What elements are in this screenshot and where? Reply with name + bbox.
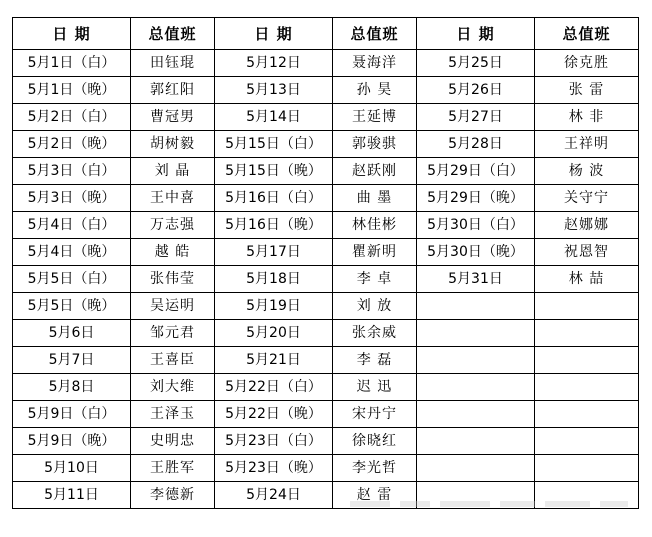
date-cell <box>417 455 535 482</box>
duty-officer-cell: 田钰琨 <box>131 50 215 77</box>
header-row <box>13 18 639 50</box>
duty-officer-cell: 赵娜娜 <box>535 212 639 239</box>
duty-officer-cell: 徐晓红 <box>333 428 417 455</box>
date-cell: 5月25日 <box>417 50 535 77</box>
date-cell: 5月9日（白） <box>13 401 131 428</box>
date-cell: 5月21日 <box>215 347 333 374</box>
duty-officer-cell: 万志强 <box>131 212 215 239</box>
date-cell: 5月5日（晚） <box>13 293 131 320</box>
header-date-1: 日 期 <box>13 18 131 50</box>
duty-officer-cell: 聂海洋 <box>333 50 417 77</box>
duty-officer-cell: 赵跃刚 <box>333 158 417 185</box>
duty-officer-cell: 瞿新明 <box>333 239 417 266</box>
duty-officer-cell: 越 皓 <box>131 239 215 266</box>
duty-officer-cell: 刘大维 <box>131 374 215 401</box>
date-cell: 5月7日 <box>13 347 131 374</box>
date-cell <box>417 347 535 374</box>
table-row <box>13 293 639 320</box>
table-row <box>13 131 639 158</box>
header-duty-3: 总值班 <box>535 18 639 50</box>
date-cell: 5月13日 <box>215 77 333 104</box>
header-date-2: 日 期 <box>215 18 333 50</box>
duty-officer-cell: 王祥明 <box>535 131 639 158</box>
table-row <box>13 347 639 374</box>
date-cell: 5月18日 <box>215 266 333 293</box>
date-cell: 5月9日（晚） <box>13 428 131 455</box>
header-duty-2: 总值班 <box>333 18 417 50</box>
date-cell: 5月30日（晚） <box>417 239 535 266</box>
date-cell <box>417 320 535 347</box>
date-cell: 5月2日（白） <box>13 104 131 131</box>
duty-officer-cell: 杨 波 <box>535 158 639 185</box>
duty-officer-cell <box>535 320 639 347</box>
duty-officer-cell: 郭骏骐 <box>333 131 417 158</box>
duty-officer-cell: 李德新 <box>131 482 215 509</box>
table-row <box>13 239 639 266</box>
duty-officer-cell: 史明忠 <box>131 428 215 455</box>
duty-officer-cell: 胡树毅 <box>131 131 215 158</box>
duty-officer-cell: 曲 墨 <box>333 185 417 212</box>
date-cell: 5月20日 <box>215 320 333 347</box>
table-row <box>13 50 639 77</box>
duty-officer-cell <box>535 401 639 428</box>
date-cell: 5月29日（白） <box>417 158 535 185</box>
roster-body <box>13 50 639 509</box>
date-cell: 5月6日 <box>13 320 131 347</box>
date-cell: 5月4日（白） <box>13 212 131 239</box>
duty-officer-cell: 李 磊 <box>333 347 417 374</box>
date-cell: 5月3日（白） <box>13 158 131 185</box>
date-cell: 5月27日 <box>417 104 535 131</box>
duty-officer-cell: 徐克胜 <box>535 50 639 77</box>
duty-officer-cell: 吴运明 <box>131 293 215 320</box>
date-cell: 5月4日（晚） <box>13 239 131 266</box>
date-cell: 5月17日 <box>215 239 333 266</box>
date-cell: 5月19日 <box>215 293 333 320</box>
date-cell: 5月26日 <box>417 77 535 104</box>
table-row <box>13 185 639 212</box>
table-row <box>13 77 639 104</box>
header-duty-1: 总值班 <box>131 18 215 50</box>
duty-officer-cell: 张 雷 <box>535 77 639 104</box>
date-cell: 5月5日（白） <box>13 266 131 293</box>
date-cell: 5月24日 <box>215 482 333 509</box>
duty-officer-cell: 王中喜 <box>131 185 215 212</box>
duty-officer-cell: 曹冠男 <box>131 104 215 131</box>
duty-officer-cell: 宋丹宁 <box>333 401 417 428</box>
table-row <box>13 158 639 185</box>
date-cell: 5月8日 <box>13 374 131 401</box>
duty-officer-cell: 刘 晶 <box>131 158 215 185</box>
date-cell: 5月16日（白） <box>215 185 333 212</box>
date-cell: 5月2日（晚） <box>13 131 131 158</box>
duty-officer-cell: 林 非 <box>535 104 639 131</box>
date-cell: 5月16日（晚） <box>215 212 333 239</box>
date-cell: 5月3日（晚） <box>13 185 131 212</box>
table-row <box>13 266 639 293</box>
duty-officer-cell: 王延博 <box>333 104 417 131</box>
duty-officer-cell: 林 喆 <box>535 266 639 293</box>
date-cell: 5月15日（晚） <box>215 158 333 185</box>
duty-officer-cell <box>535 428 639 455</box>
duty-officer-cell: 王泽玉 <box>131 401 215 428</box>
date-cell: 5月29日（晚） <box>417 185 535 212</box>
table-row <box>13 104 639 131</box>
date-cell: 5月23日（白） <box>215 428 333 455</box>
table-row <box>13 374 639 401</box>
table-row <box>13 455 639 482</box>
duty-officer-cell: 孙 昊 <box>333 77 417 104</box>
duty-officer-cell: 王胜军 <box>131 455 215 482</box>
table-row <box>13 320 639 347</box>
duty-officer-cell <box>535 293 639 320</box>
duty-officer-cell <box>535 455 639 482</box>
date-cell: 5月11日 <box>13 482 131 509</box>
date-cell <box>417 374 535 401</box>
duty-officer-cell: 郭红阳 <box>131 77 215 104</box>
duty-officer-cell: 刘 放 <box>333 293 417 320</box>
date-cell <box>417 428 535 455</box>
duty-officer-cell: 李光哲 <box>333 455 417 482</box>
date-cell <box>417 293 535 320</box>
duty-officer-cell: 张余威 <box>333 320 417 347</box>
table-row <box>13 428 639 455</box>
duty-roster-table <box>12 17 639 509</box>
duty-officer-cell <box>535 347 639 374</box>
duty-officer-cell: 赵 雷 <box>333 482 417 509</box>
date-cell: 5月12日 <box>215 50 333 77</box>
date-cell: 5月23日（晚） <box>215 455 333 482</box>
duty-officer-cell: 祝恩智 <box>535 239 639 266</box>
duty-officer-cell: 李 卓 <box>333 266 417 293</box>
date-cell: 5月22日（晚） <box>215 401 333 428</box>
date-cell: 5月30日（白） <box>417 212 535 239</box>
duty-officer-cell: 林佳彬 <box>333 212 417 239</box>
date-cell: 5月1日（晚） <box>13 77 131 104</box>
date-cell: 5月31日 <box>417 266 535 293</box>
table-row <box>13 401 639 428</box>
date-cell <box>417 401 535 428</box>
date-cell: 5月28日 <box>417 131 535 158</box>
date-cell: 5月14日 <box>215 104 333 131</box>
date-cell: 5月10日 <box>13 455 131 482</box>
duty-officer-cell: 关守宁 <box>535 185 639 212</box>
watermark-graphic <box>350 495 630 513</box>
table-row <box>13 212 639 239</box>
date-cell: 5月22日（白） <box>215 374 333 401</box>
duty-officer-cell <box>535 374 639 401</box>
duty-officer-cell: 张伟莹 <box>131 266 215 293</box>
duty-officer-cell: 邹元君 <box>131 320 215 347</box>
duty-officer-cell: 王喜臣 <box>131 347 215 374</box>
date-cell: 5月15日（白） <box>215 131 333 158</box>
duty-officer-cell: 迟 迅 <box>333 374 417 401</box>
date-cell: 5月1日（白） <box>13 50 131 77</box>
header-date-3: 日 期 <box>417 18 535 50</box>
